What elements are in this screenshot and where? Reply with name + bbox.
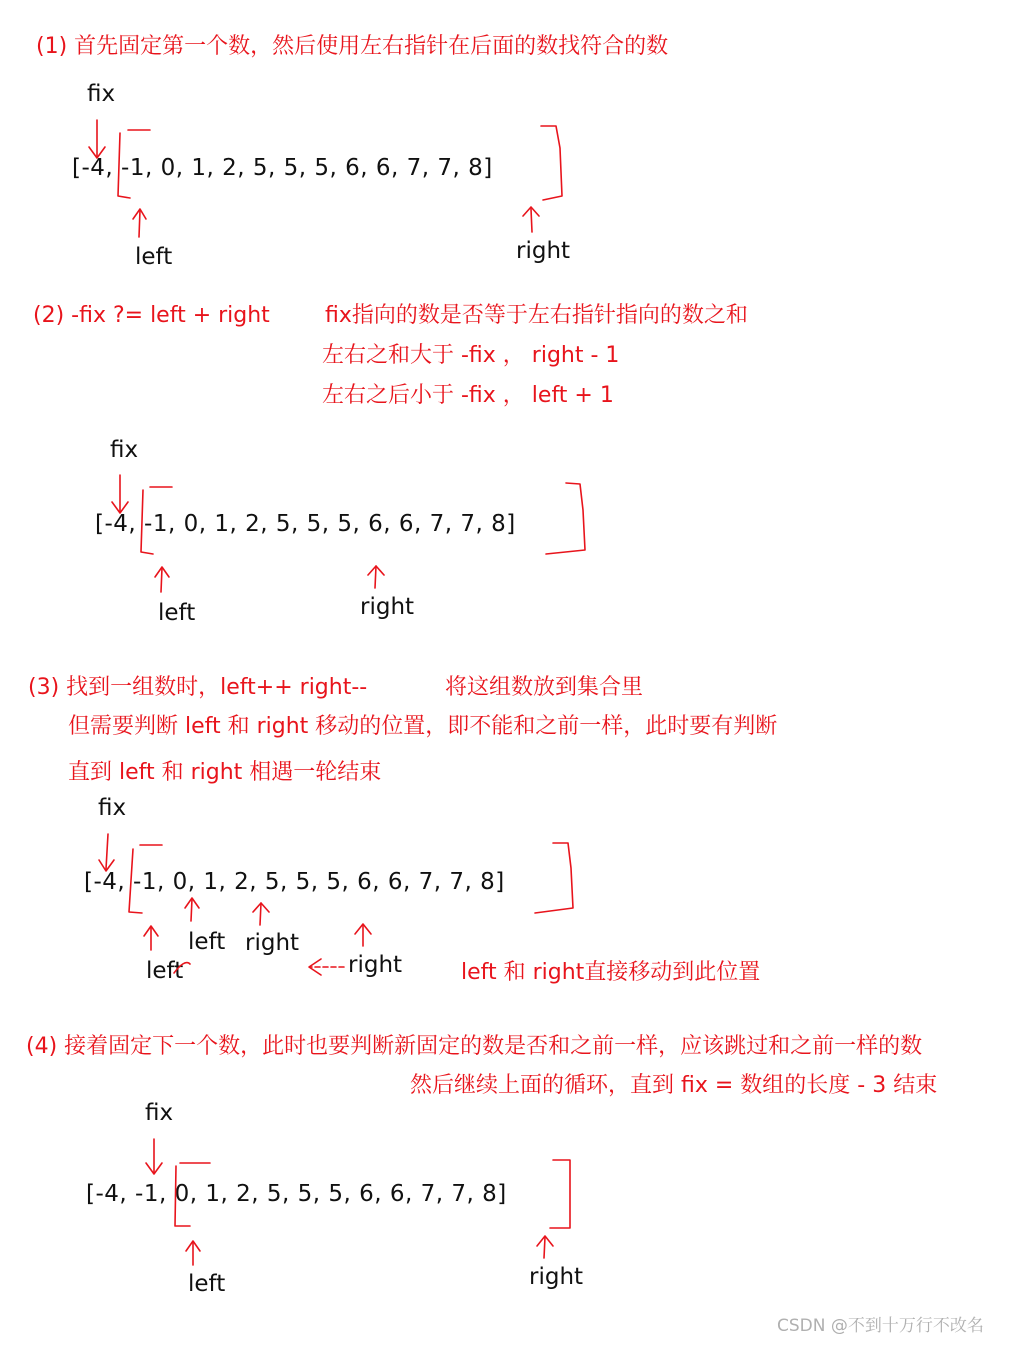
step3-right-move-left-arrow-icon	[309, 959, 344, 975]
step3-right-moved-arrow-icon	[253, 903, 269, 925]
step1-fix-arrow-icon	[89, 120, 105, 158]
step3-line3: 直到 left 和 right 相遇一轮结束	[68, 760, 382, 785]
step2-rule-sum-greater: 左右之和大于 -fix ， right - 1	[322, 343, 620, 368]
step3-right-start-arrow-icon	[355, 924, 371, 946]
step2-close-bracket-icon	[546, 483, 585, 554]
step3-open-bracket-icon	[129, 845, 162, 913]
step3-array: [-4, -1, 0, 1, 2, 5, 5, 5, 6, 6, 7, 7, 8]	[84, 869, 505, 895]
step4-line2: 然后继续上面的循环，直到 fix = 数组的长度 - 3 结束	[410, 1073, 938, 1098]
step3-right-label-start: right	[348, 952, 403, 978]
step1-open-bracket-icon	[118, 130, 150, 198]
step3-title-note: 将这组数放到集合里	[445, 675, 644, 700]
step2-rule-sum-less: 左右之后小于 -fix ， left + 1	[322, 383, 614, 408]
step2-fix-arrow-icon	[112, 475, 128, 513]
step4-left-label: left	[188, 1271, 226, 1297]
step1-left-arrow-icon	[133, 209, 146, 237]
step2-open-bracket-icon	[141, 487, 172, 554]
step1-title: (1) 首先固定第一个数，然后使用左右指针在后面的数找符合的数	[36, 34, 669, 59]
step3-title: (3) 找到一组数时，left++ right--	[28, 675, 368, 700]
step3-right-label-moved: right	[245, 930, 300, 956]
step2-right-label: right	[360, 594, 415, 620]
step4-left-arrow-icon	[186, 1241, 200, 1265]
step4-array: [-4, -1, 0, 1, 2, 5, 5, 5, 6, 6, 7, 7, 8]	[86, 1181, 507, 1207]
step3-close-bracket-icon	[535, 843, 573, 913]
step1-left-label: left	[135, 244, 173, 270]
step3-left-move-hook-icon	[174, 963, 190, 973]
step1-right-label: right	[516, 238, 571, 264]
step2-left-label: left	[158, 600, 196, 626]
step3-left-start-arrow-icon	[144, 926, 158, 950]
step4-right-label: right	[529, 1264, 584, 1290]
step3-move-note: left 和 right直接移动到此位置	[461, 960, 761, 985]
step4-fix-arrow-icon	[146, 1139, 162, 1174]
step3-left-label-start: left	[146, 958, 184, 984]
step2-array: [-4, -1, 0, 1, 2, 5, 5, 5, 6, 6, 7, 7, 8]	[95, 511, 516, 537]
step2-left-arrow-icon	[155, 567, 169, 592]
step1-close-bracket-icon	[541, 126, 562, 200]
step3-left-moved-arrow-icon	[185, 898, 199, 921]
step1-array: [-4, -1, 0, 1, 2, 5, 5, 5, 6, 6, 7, 7, 8]	[72, 155, 493, 181]
step4-close-bracket-icon	[550, 1160, 570, 1228]
step2-desc: fix指向的数是否等于左右指针指向的数之和	[325, 303, 748, 328]
step1-fix-label: fix	[87, 81, 116, 107]
step4-title: (4) 接着固定下一个数，此时也要判断新固定的数是否和之前一样，应该跳过和之前一样的数	[26, 1034, 923, 1059]
step2-fix-label: fix	[110, 437, 139, 463]
step2-right-arrow-icon	[368, 566, 384, 588]
step4-right-arrow-icon	[537, 1236, 553, 1258]
step4-fix-label: fix	[145, 1100, 174, 1126]
step2-title: (2) -fix ?= left + right	[33, 303, 270, 328]
watermark: CSDN @不到十万行不改名	[777, 1316, 984, 1336]
step4-open-bracket-icon	[175, 1163, 210, 1226]
step3-fix-label: fix	[98, 795, 127, 821]
step3-left-label-moved: left	[188, 929, 226, 955]
step3-fix-arrow-icon	[99, 834, 114, 871]
step1-right-arrow-icon	[523, 207, 539, 232]
step3-line2: 但需要判断 left 和 right 移动的位置，即不能和之前一样，此时要有判断	[68, 714, 778, 739]
